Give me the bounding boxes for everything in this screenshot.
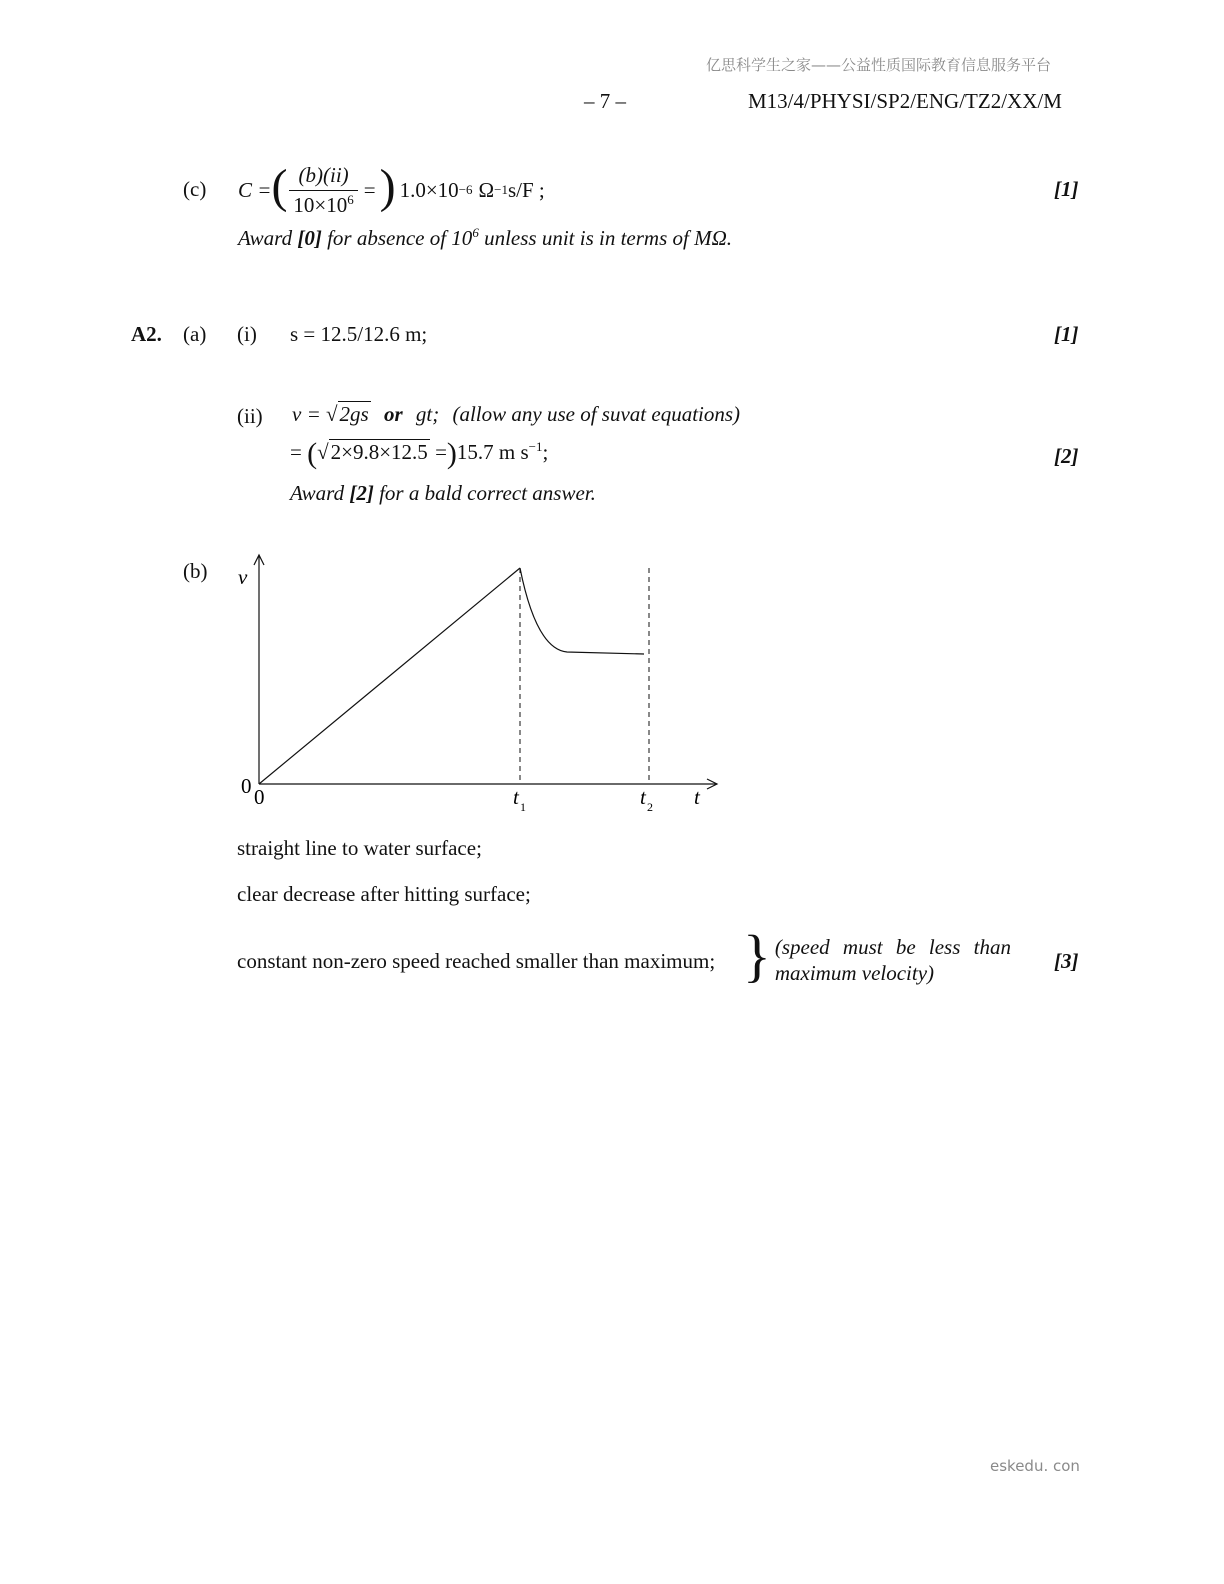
note-exp: 6 bbox=[472, 225, 479, 240]
page-number: – 7 – bbox=[584, 89, 626, 113]
note2-award: [2] bbox=[349, 481, 374, 505]
sub-ii-mark: [2] bbox=[1054, 444, 1079, 468]
sub-ii-line2 bbox=[290, 437, 549, 471]
or-word: or bbox=[383, 402, 403, 426]
sub-ii-label: (ii) bbox=[237, 404, 263, 428]
fraction-numerator: (b)(ii) bbox=[289, 163, 357, 191]
part-c-unit-tail: s/F ; bbox=[507, 177, 545, 202]
note2-post: for a bald correct answer. bbox=[373, 481, 596, 505]
sub-i-mark: [1] bbox=[1054, 322, 1079, 346]
fraction-denominator bbox=[289, 191, 357, 218]
part-b-label: (b) bbox=[183, 559, 208, 583]
x-axis-label: t bbox=[694, 785, 700, 809]
gt-term: gt; bbox=[415, 402, 440, 426]
eq2-start: = bbox=[290, 440, 302, 464]
part-c-eq: = bbox=[363, 177, 376, 202]
sub-ii-result-exp: −1 bbox=[528, 439, 543, 454]
velocity-time-graph bbox=[230, 548, 730, 823]
brace-note: } (speed must be less than maximum velocity) bbox=[743, 923, 1011, 988]
note-award: [0] bbox=[297, 226, 322, 250]
t1-label: t bbox=[513, 785, 519, 809]
marking-point-2: clear decrease after hitting surface; bbox=[237, 882, 531, 906]
part-c-result: 1.0×10 bbox=[399, 177, 459, 202]
sub-ii-result-tail: ; bbox=[542, 440, 549, 464]
note-post: unless unit is in terms of MΩ. bbox=[478, 226, 733, 250]
note-mid: for absence of 10 bbox=[321, 226, 473, 250]
brace-note-line2: maximum velocity) bbox=[774, 961, 935, 985]
sqrt2-content: 2×9.8×12.5 bbox=[330, 440, 428, 464]
acceleration-line bbox=[259, 568, 520, 784]
eq2-inner: = bbox=[435, 440, 447, 464]
origin-y-label: 0 bbox=[241, 774, 252, 798]
part-c-label: (c) bbox=[183, 177, 207, 201]
brace-note-line1: (speed must be less than bbox=[774, 935, 1011, 959]
allow-note: (allow any use of suvat equations) bbox=[452, 402, 741, 426]
document-code: M13/4/PHYSI/SP2/ENG/TZ2/XX/M bbox=[748, 89, 1062, 113]
denominator-exponent: 6 bbox=[347, 191, 354, 207]
marking-point-1: straight line to water surface; bbox=[237, 836, 482, 860]
part-c-mark: [1] bbox=[1054, 177, 1079, 201]
t2-label: t bbox=[640, 785, 646, 809]
sqrt-sign-2: √ bbox=[317, 440, 329, 464]
brace-note-text bbox=[775, 934, 1011, 986]
sub-i-answer: s = 12.5/12.6 m; bbox=[290, 322, 428, 346]
sub-ii-line1 bbox=[292, 402, 740, 427]
part-c-equation: C = ( $\frac{(b)(ii)}{10\times 10^6}$ = ) 1.0×10 −6 Ω −1 s/F ; bbox=[238, 160, 545, 217]
t1-subscript: 1 bbox=[520, 800, 526, 814]
marking-point-3: constant non-zero speed reached smaller than maximum; bbox=[237, 949, 716, 973]
t2-subscript: 2 bbox=[647, 800, 653, 814]
v-eq: v = bbox=[292, 402, 321, 426]
part-c-lhs: C = bbox=[238, 177, 272, 202]
note-pre: Award bbox=[238, 226, 298, 250]
open-paren-2: ( bbox=[307, 437, 318, 471]
y-axis-label: v bbox=[238, 565, 248, 589]
note2-pre: Award bbox=[290, 481, 350, 505]
part-c-unit: Ω bbox=[478, 177, 495, 202]
sqrt-sign: √ bbox=[326, 402, 338, 426]
sqrt-content: 2gs bbox=[339, 402, 369, 426]
deceleration-curve bbox=[520, 568, 644, 654]
part-c-fraction bbox=[289, 163, 357, 218]
part-c-note bbox=[238, 226, 732, 251]
origin-x-label: 0 bbox=[254, 785, 265, 809]
close-paren-2: ) bbox=[446, 437, 457, 471]
watermark-bottom: eskedu. con bbox=[990, 1457, 1080, 1475]
denominator-base: 10×10 bbox=[293, 192, 348, 217]
watermark-top: 亿思科学生之家——公益性质国际教育信息服务平台 bbox=[706, 56, 1052, 74]
sub-ii-result: 15.7 m s bbox=[456, 440, 529, 464]
sub-ii-note bbox=[290, 481, 596, 506]
part-a-label: (a) bbox=[183, 322, 207, 346]
part-b-mark: [3] bbox=[1054, 949, 1079, 973]
question-a2-label: A2. bbox=[131, 322, 162, 346]
sub-i-label: (i) bbox=[237, 322, 257, 346]
